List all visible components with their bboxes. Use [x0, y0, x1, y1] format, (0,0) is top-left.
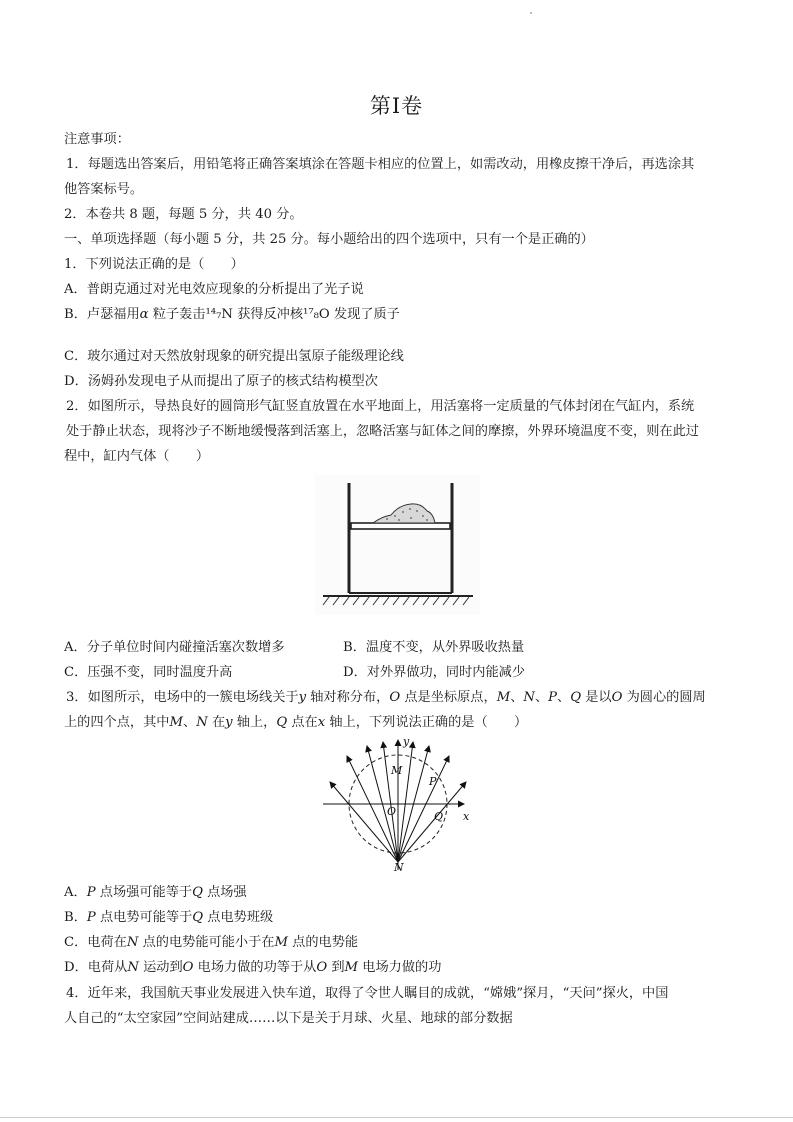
q1-b-pre: B．卢瑟福用 — [64, 307, 140, 322]
q3-d-post: 电场力做的功 — [358, 960, 442, 975]
q2-stem-1: 2．如图所示，导热良好的圆筒形气缸竖直放置在水平地面上，用活塞将一定质量的气体封闭在气缸内，系统 — [66, 399, 695, 414]
q3-stem-2a: 上的四个点，其中 — [64, 715, 170, 730]
q3-d-mid2: 电场力做的功等于从 — [193, 960, 317, 975]
q2-stem-3: 程中，缸内气体（ ） — [64, 449, 210, 464]
oxygen-nuclide: ¹⁷₈O — [303, 307, 330, 322]
var-n: N — [523, 690, 535, 705]
var-q: Q — [276, 715, 288, 730]
fig-label-x: x — [463, 810, 470, 823]
fig-label-y: y — [403, 735, 410, 748]
q3-stem-2c: 轴上， — [232, 715, 277, 730]
var-y: y — [298, 690, 307, 705]
var-n: N — [126, 935, 139, 950]
nitrogen-nuclide: ¹⁴₇N — [205, 307, 233, 322]
q2-option-d: D．对外界做功，同时内能减少 — [343, 665, 526, 680]
sep: 、 — [183, 715, 197, 730]
var-o: O — [316, 960, 328, 975]
electric-field-figure — [318, 734, 478, 874]
q3-a-post: 点场强 — [202, 885, 247, 900]
q3-c-post: 点的电势能 — [287, 935, 359, 950]
q1-b-mid2: 获得反冲核 — [232, 307, 304, 322]
q3-d-mid1: 运动到 — [138, 960, 183, 975]
q2-option-c: C．压强不变，同时温度升高 — [64, 665, 233, 680]
q4-stem-2: 人自己的“太空家园”空间站建成……以下是关于月球、火星、地球的部分数据 — [64, 1011, 513, 1026]
q2-option-a: A．分子单位时间内碰撞活塞次数增多 — [64, 640, 285, 655]
section-heading: 一、单项选择题（每小题 5 分，共 25 分。每小题给出的四个选项中，只有一个是正确的） — [64, 232, 594, 247]
piston — [351, 523, 450, 529]
page-title: 第I卷 — [369, 94, 424, 118]
alpha-symbol: α — [139, 307, 149, 322]
q2-option-b: B．温度不变，从外界吸收热量 — [343, 640, 525, 655]
q1-option-c: C．玻尔通过对天然放射现象的研究提出氢原子能级理论线 — [64, 349, 404, 364]
var-o: O — [389, 690, 401, 705]
var-o: O — [611, 690, 623, 705]
var-m: M — [274, 935, 288, 950]
notice-item-1: 1．每题选出答案后，用铅笔将正确答案填涂在答题卡相应的位置上，如需改动，用橡皮擦干净后，再选涂其 — [66, 157, 695, 172]
q3-b-pre: B． — [64, 910, 87, 925]
q3-stem-1c: 点是坐标原点， — [400, 690, 497, 705]
q3-b-mid: 点电势可能等于 — [95, 910, 193, 925]
var-m: M — [344, 960, 359, 975]
q1-option-a: A．普朗克通过对光电效应现象的分析提出了光子说 — [64, 282, 364, 297]
notice-item-1-cont: 他答案标号。 — [64, 182, 144, 197]
q3-a-pre: A． — [64, 885, 87, 900]
q1-option-b — [64, 306, 400, 324]
q3-stem-1e: 为圆心的圆周 — [622, 690, 706, 705]
q1-stem: 1．下列说法正确的是（ ） — [64, 257, 244, 272]
sep: 、 — [510, 690, 524, 705]
var-p: P — [548, 690, 557, 705]
q3-b-post: 点电势班级 — [203, 910, 274, 925]
scan-speck — [530, 12, 532, 14]
var-n: N — [196, 715, 208, 730]
q3-stem-2d: 点在 — [287, 715, 318, 730]
fig-label-o: O — [387, 805, 397, 818]
q3-c-mid: 点的电势能可能小于在 — [138, 935, 275, 950]
q3-stem-2 — [64, 714, 527, 732]
q4-stem-1: 4．近年来，我国航天事业发展进入快车道，取得了令世人瞩目的成就，“嫦娥”探月，“天问”探火，中国 — [66, 986, 669, 1001]
q3-d-pre: D．电荷从 — [64, 960, 128, 975]
var-o: O — [182, 960, 194, 975]
sep: 、 — [534, 690, 549, 705]
notice-item-2: 2．本卷共 8 题，每题 5 分，共 40 分。 — [64, 207, 303, 222]
q3-c-pre: C．电荷在 — [64, 935, 127, 950]
var-q: Q — [192, 910, 204, 925]
var-x: x — [317, 715, 326, 730]
q2-stem-2: 处于静止状态，现将沙子不断地缓慢落到活塞上，忽略活塞与缸体之间的摩擦，外界环境温度不变，则在此过 — [66, 424, 699, 439]
cylinder-piston-figure — [315, 475, 480, 615]
q3-stem-1 — [66, 689, 706, 707]
q3-a-mid: 点场强可能等于 — [95, 885, 193, 900]
var-p: P — [86, 910, 96, 925]
fig-label-p: P — [429, 775, 437, 788]
fig-label-q: Q — [434, 810, 444, 823]
var-m: M — [496, 690, 511, 705]
q3-stem-1d: 是以 — [581, 690, 612, 705]
q3-stem-1a: 3．如图所示，电场中的一簇电场线关于 — [66, 690, 299, 705]
var-q: Q — [570, 690, 581, 705]
sep: 、 — [557, 690, 571, 705]
var-n: N — [127, 960, 139, 975]
var-y: y — [225, 715, 233, 730]
q1-b-post: 发现了质子 — [329, 307, 400, 322]
q3-option-d — [64, 959, 441, 977]
q3-stem-2b: 在 — [207, 715, 226, 730]
var-p: P — [86, 885, 96, 900]
q3-stem-2e: 轴上，下列说法正确的是（ ） — [325, 715, 528, 730]
q1-option-d: D．汤姆孙发现电子从而提出了原子的核式结构模型次 — [64, 374, 378, 389]
q3-option-b — [64, 909, 273, 927]
var-q: Q — [192, 885, 203, 900]
page-bottom-edge — [0, 1117, 793, 1118]
q3-stem-1b: 轴对称分布， — [306, 690, 390, 705]
fig-label-n: N — [394, 861, 404, 874]
var-m: M — [169, 715, 184, 730]
q3-option-a — [64, 884, 247, 902]
q3-option-c — [64, 934, 358, 952]
notice-heading: 注意事项： — [64, 132, 130, 147]
q3-d-mid3: 到 — [327, 960, 345, 975]
q1-b-mid1: 粒子轰击 — [148, 307, 206, 322]
fig-label-m: M — [391, 764, 403, 777]
